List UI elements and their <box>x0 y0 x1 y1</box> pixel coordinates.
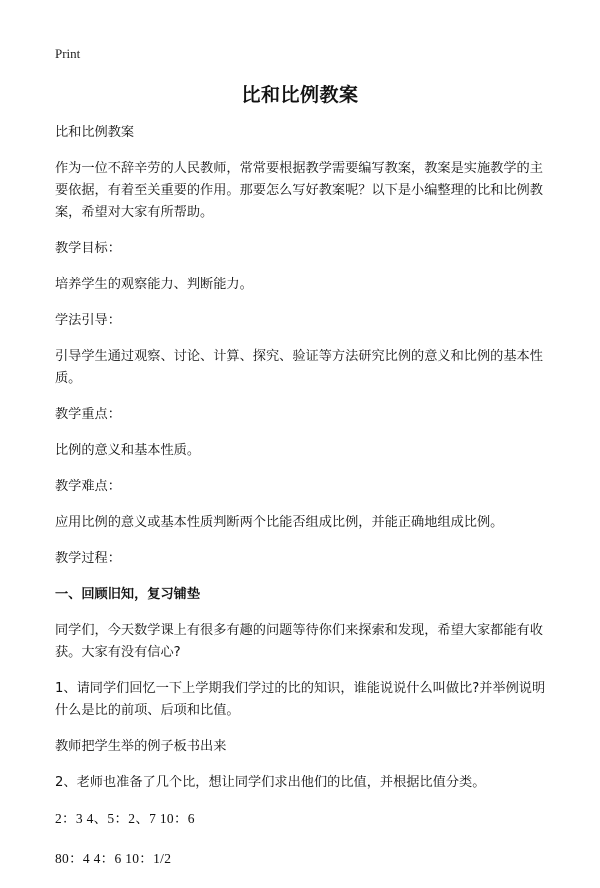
review-intro-text: 同学们，今天数学课上有很多有趣的问题等待你们来探索和发现，希望大家都能有收获。大家有没有信心? <box>55 623 543 660</box>
key-point-heading: 教学重点： <box>55 407 121 422</box>
teaching-goal-heading: 教学目标： <box>55 241 121 256</box>
print-label: Print <box>55 46 81 61</box>
difficulty-heading: 教学难点： <box>55 479 121 494</box>
section-heading-review: 一、回顾旧知，复习铺垫 <box>55 587 201 602</box>
review-step-2: 2、老师也准备了几个比，想让同学们求出他们的比值，并根据比值分类。 <box>55 775 486 790</box>
document-title: 比和比例教案 <box>241 84 359 106</box>
method-guide-text: 引导学生通过观察、讨论、计算、探究、验证等方法研究比例的意义和比例的基本性质。 <box>55 349 543 386</box>
difficulty-text: 应用比例的意义或基本性质判断两个比能否组成比例，并能正确地组成比例。 <box>55 515 504 530</box>
ratio-list-2: 80：4 4：6 10：1/2 <box>55 851 172 866</box>
review-step-1: 1、请同学们回忆一下上学期我们学过的比的知识，谁能说说什么叫做比?并举例说明什么是比的前项、后项和比值。 <box>55 681 546 718</box>
subtitle-paragraph: 比和比例教案 <box>55 125 135 140</box>
key-point-text: 比例的意义和基本性质。 <box>55 443 201 458</box>
ratio-list-1: 2：3 4、5：2、7 10：6 <box>55 811 195 826</box>
document-body <box>55 122 555 888</box>
method-guide-heading: 学法引导： <box>55 313 121 328</box>
teaching-goal-text: 培养学生的观察能力、判断能力。 <box>55 277 253 292</box>
review-board-note: 教师把学生举的例子板书出来 <box>55 739 227 754</box>
intro-paragraph: 作为一位不辞辛劳的人民教师，常常要根据教学需要编写教案，教案是实施教学的主要依据，有着至关重要的作用。那要怎么写好教案呢？以下是小编整理的比和比例教案，希望对大家有所帮助。 <box>55 161 543 220</box>
process-heading: 教学过程： <box>55 551 121 566</box>
